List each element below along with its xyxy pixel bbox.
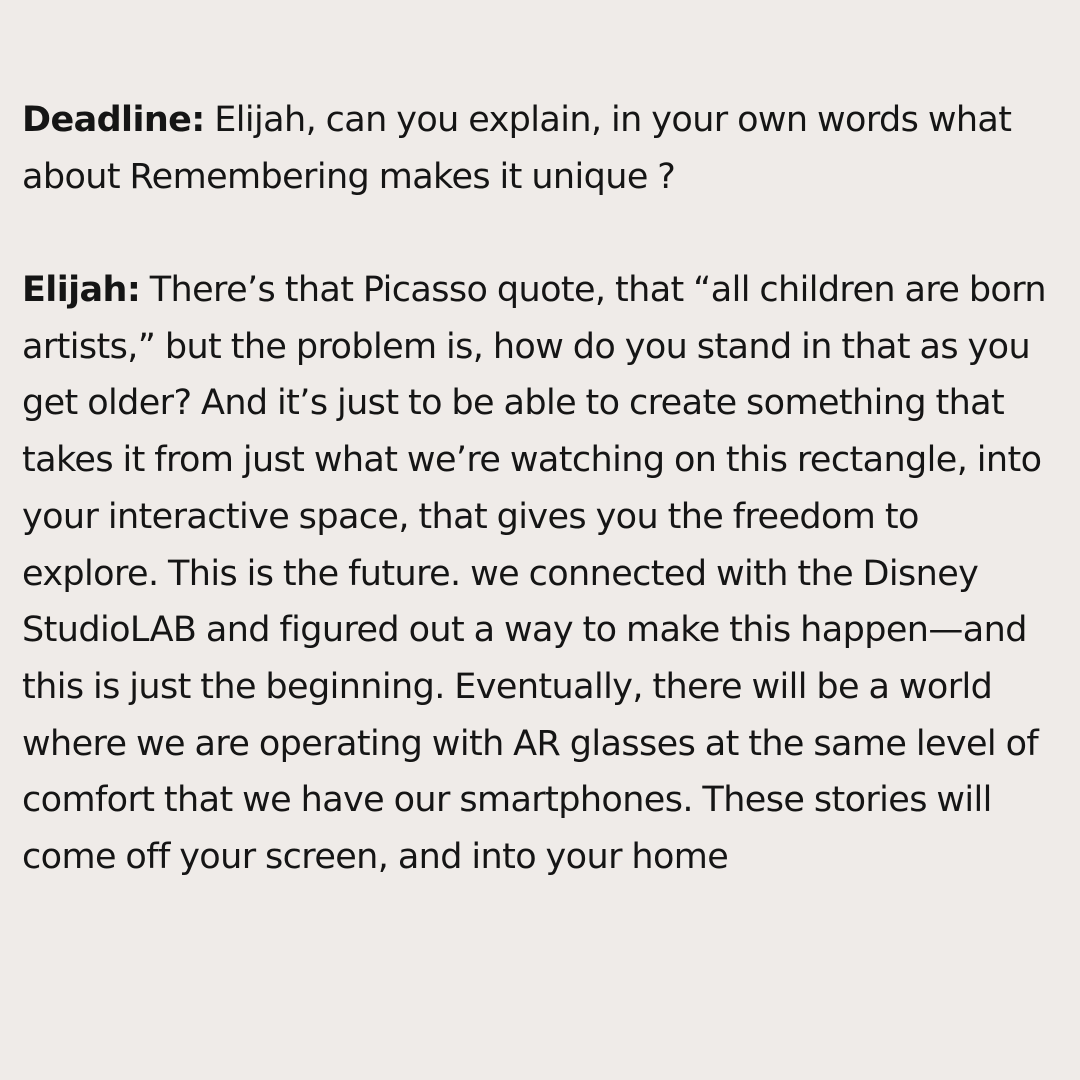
answer-text: There’s that Picasso quote, that “all children are born artists,” but the problem is, how do you stand in that as you get older? And it’s just to be able to create something that takes it from just what we’re watching on this rectangle, into your interactive space, that gives you the freedom to explore. This is the future. we connected with the Disney StudioLAB and figured out a way to make this happen—and this is just the beginning. Eventually, there will be a world where we are operating with AR glasses at the same level of comfort that we have our smartphones. These stories will come off your screen, and into your home xyxy=(22,270,1047,878)
question-text: Elijah, can you explain, in your own words what about Remembering makes it unique ? xyxy=(22,100,1012,197)
answer-speaker: Elijah: xyxy=(22,270,141,310)
question-paragraph xyxy=(22,92,1060,205)
question-speaker: Deadline: xyxy=(22,100,205,140)
answer-paragraph xyxy=(22,262,1060,886)
